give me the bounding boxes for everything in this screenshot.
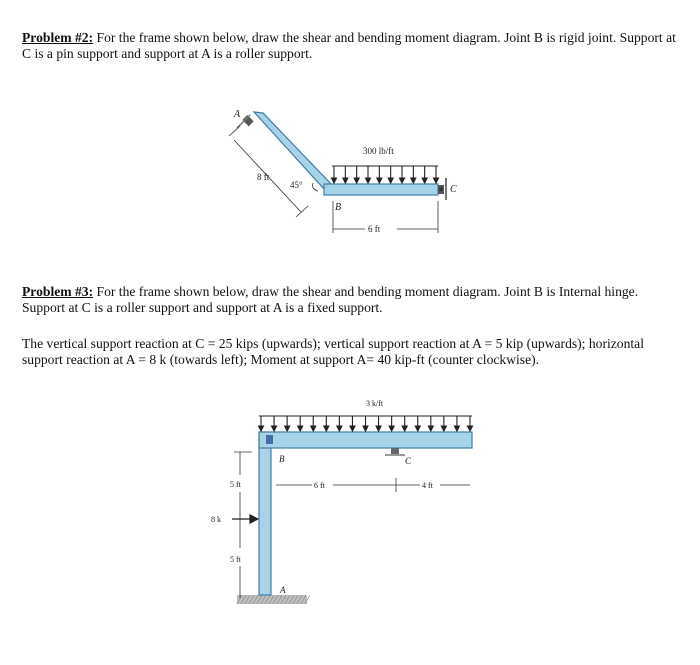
load-arrow-head <box>389 426 394 431</box>
roller-support-c <box>385 448 405 455</box>
load-arrow-head <box>350 426 355 431</box>
load-arrow-head <box>441 426 446 431</box>
problem-3-heading: Problem #3: <box>22 284 94 299</box>
load-label-p3: 3 k/ft <box>366 399 384 408</box>
label-b-p3: B <box>279 454 285 464</box>
dim-4ft-p3: 4 ft <box>422 481 433 490</box>
dim-8ft: 8 ft <box>257 172 270 182</box>
label-b-p2: B <box>335 202 342 213</box>
dimension-column <box>234 452 252 598</box>
hinge-b <box>266 435 273 444</box>
load-arrow-head <box>415 426 420 431</box>
dim-5ft-bottom: 5 ft <box>230 555 241 564</box>
load-arrow-head <box>468 426 473 431</box>
label-a-p3: A <box>280 585 286 595</box>
angle-label: 45° <box>290 180 303 190</box>
load-arrow-head <box>454 426 459 431</box>
label-a-p2: A <box>234 109 241 120</box>
load-arrow-head <box>337 426 342 431</box>
label-c-p2: C <box>450 184 457 195</box>
load-arrow-head <box>259 426 264 431</box>
dim-5ft-top: 5 ft <box>230 480 241 489</box>
load-arrow-head <box>363 426 368 431</box>
dim-6ft-p3: 6 ft <box>314 481 325 490</box>
column-member <box>259 432 271 595</box>
load-arrow-head <box>402 426 407 431</box>
problem-3-text: For the frame shown below, draw the shear and bending moment diagram. Joint B is Internal hinge. Support at C is a roller support and support at A is a fixed support. <box>22 284 639 315</box>
load-arrow-head <box>285 426 290 431</box>
dim-6ft-p2: 6 ft <box>368 224 381 234</box>
problem-2-heading: Problem #2: <box>22 30 94 45</box>
beam-member <box>259 432 472 448</box>
load-arrow-head <box>376 426 381 431</box>
dimension-beam <box>276 478 470 492</box>
problem-2-text: For the frame shown below, draw the shear and bending moment diagram. Joint B is rigid joint. Support at C is a pin support and support at A is a roller support. <box>22 30 676 61</box>
load-label-p2: 300 lb/ft <box>363 146 394 156</box>
force-label: 8 k <box>211 515 221 524</box>
load-arrow-head <box>298 426 303 431</box>
load-arrow-head <box>311 426 316 431</box>
load-arrow-head <box>324 426 329 431</box>
problem-3-reactions: The vertical support reaction at C = 25 kips (upwards); vertical support reaction at A = 5 kip (upwards); horizontal support reaction at A = 8 k (towards left); Moment at support A= 40 kip-ft (counter clockwise). <box>22 336 644 367</box>
load-arrow-head <box>272 426 277 431</box>
distributed-load-arrows-p3 <box>259 416 473 431</box>
load-arrow-head <box>428 426 433 431</box>
label-c-p3: C <box>405 456 412 466</box>
horizontal-force-arrow <box>232 515 258 523</box>
